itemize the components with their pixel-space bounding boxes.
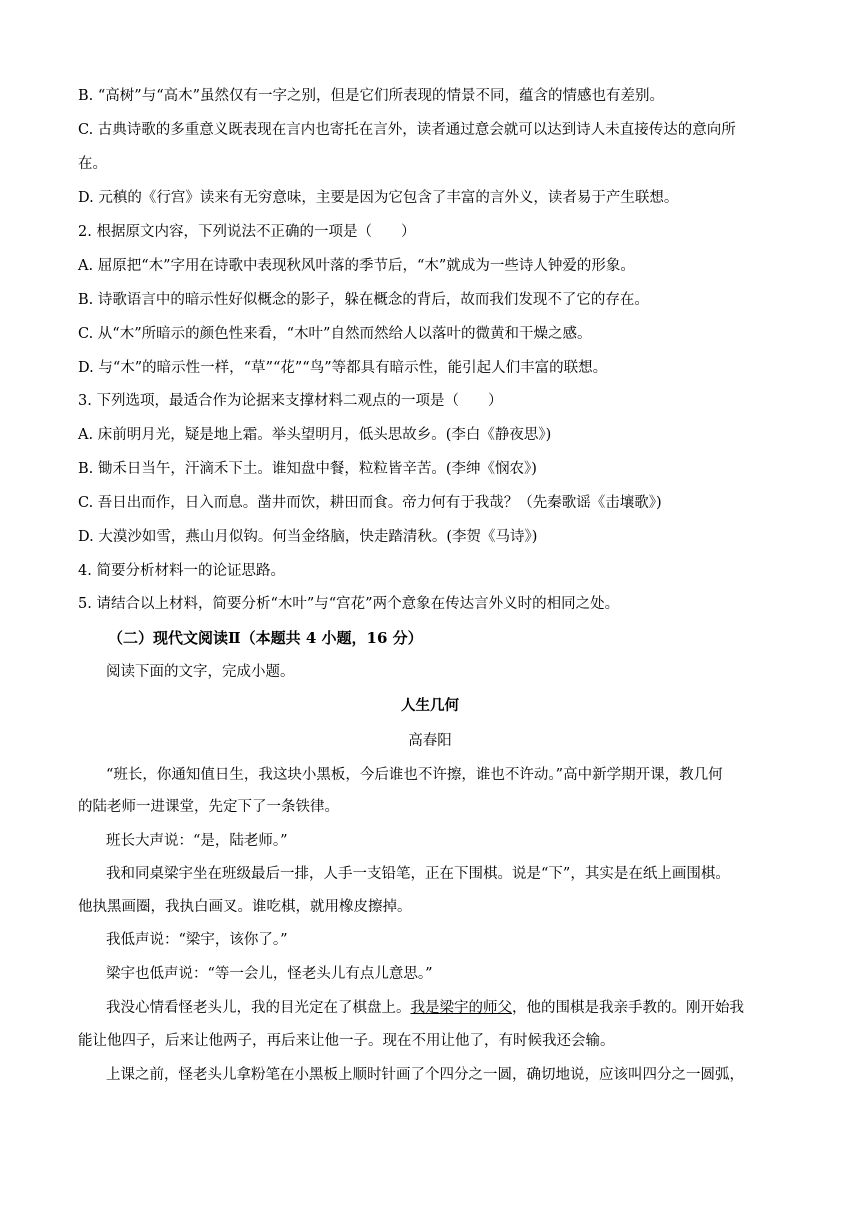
story-paragraph-4: 我低声说：“梁宇，该你了。” xyxy=(106,932,288,948)
question-1-option-c-line-2: 在。 xyxy=(78,156,107,172)
question-3-stem: 3. 下列选项，最适合作为论据来支撑材料二观点的一项是（ ） xyxy=(78,393,503,409)
question-1-option-b: B. “高树”与“高木”虽然仅有一字之别，但是它们所表现的情景不同，蕴含的情感也有差别。 xyxy=(78,88,665,104)
question-2-option-c: C. 从“木”所暗示的颜色性来看，“木叶”自然而然给人以落叶的微黄和干燥之感。 xyxy=(78,326,592,342)
question-3-option-d: D. 大漠沙如雪，燕山月似钩。何当金络脑，快走踏清秋。(李贺《马诗》) xyxy=(78,529,538,545)
story-paragraph-7: 上课之前，怪老头儿拿粉笔在小黑板上顺时针画了个四分之一圆，确切地说，应该叫四分之一圆弧， xyxy=(106,1067,744,1083)
story-paragraph-1-line-2: 的陆老师一进课堂，先定下了一条铁律。 xyxy=(78,799,339,815)
question-2-option-d: D. 与“木”的暗示性一样，“草”“花”“鸟”等都具有暗示性，能引起人们丰富的联想。 xyxy=(78,360,608,376)
story-paragraph-2: 班长大声说：“是，陆老师。” xyxy=(106,833,288,849)
story-paragraph-3-line-1: 我和同桌梁宇坐在班级最后一排，人手一支铅笔，正在下围棋。说是“下”，其实是在纸上画围棋。 xyxy=(106,866,730,882)
underlined-phrase: 我是梁宇的师父 xyxy=(410,1000,512,1016)
question-2-option-a: A. 屈原把“木”字用在诗歌中表现秋风叶落的季节后，“木”就成为一些诗人钟爱的形象。 xyxy=(78,258,635,274)
story-paragraph-6-line-1 xyxy=(106,998,782,1018)
question-3-option-b: B. 锄禾日当午，汗滴禾下土。谁知盘中餐，粒粒皆辛苦。(李绅《悯农》) xyxy=(78,461,537,477)
question-1-option-d: D. 元稹的《行宫》读来有无穷意味，主要是因为它包含了丰富的言外义，读者易于产生联想。 xyxy=(78,190,679,206)
story-paragraph-6-text-pre: 我没心情看怪老头儿，我的目光定在了棋盘上。 xyxy=(106,1000,411,1016)
section-heading: （二）现代文阅读Ⅱ（本题共 4 小题，16 分） xyxy=(108,629,423,647)
story-paragraph-6-text-post: ，他的围棋是我亲手教的。刚开始我 xyxy=(512,1000,744,1016)
question-3-option-a: A. 床前明月光，疑是地上霜。举头望明月，低头思故乡。(李白《静夜思》) xyxy=(78,427,552,443)
story-title: 人生几何 xyxy=(401,697,459,714)
story-paragraph-3-line-2: 他执黑画圈，我执白画叉。谁吃棋，就用橡皮擦掉。 xyxy=(78,899,412,915)
story-paragraph-5: 梁宇也低声说：“等一会儿，怪老头儿有点儿意思。” xyxy=(106,966,433,982)
question-4: 4. 简要分析材料一的论证思路。 xyxy=(78,563,285,579)
section-instruction: 阅读下面的文字，完成小题。 xyxy=(106,664,295,680)
story-paragraph-6-line-2: 能让他四子，后来让他两子，再后来让他一子。现在不用让他了，有时候我还会输。 xyxy=(78,1033,615,1049)
story-author: 高春阳 xyxy=(408,733,452,749)
question-2-stem: 2. 根据原文内容，下列说法不正确的一项是（ ） xyxy=(78,224,416,240)
question-5: 5. 请结合以上材料，简要分析“木叶”与“宫花”两个意象在传达言外义时的相同之处。 xyxy=(78,596,620,612)
question-3-option-c: C. 吾日出而作，日入而息。凿井而饮，耕田而食。帝力何有于我哉？（先秦歌谣《击壤歌》) xyxy=(78,495,662,511)
question-1-option-c-line-1: C. 古典诗歌的多重意义既表现在言内也寄托在言外，读者通过意会就可以达到诗人未直接传达的意向所 xyxy=(78,122,736,138)
story-paragraph-1-line-1: “班长，你通知值日生，我这块小黑板，今后谁也不许擦，谁也不许动。”高中新学期开课，教几何 xyxy=(106,767,723,783)
question-2-option-b: B. 诗歌语言中的暗示性好似概念的影子，躲在概念的背后，故而我们发现不了它的存在。 xyxy=(78,292,649,308)
